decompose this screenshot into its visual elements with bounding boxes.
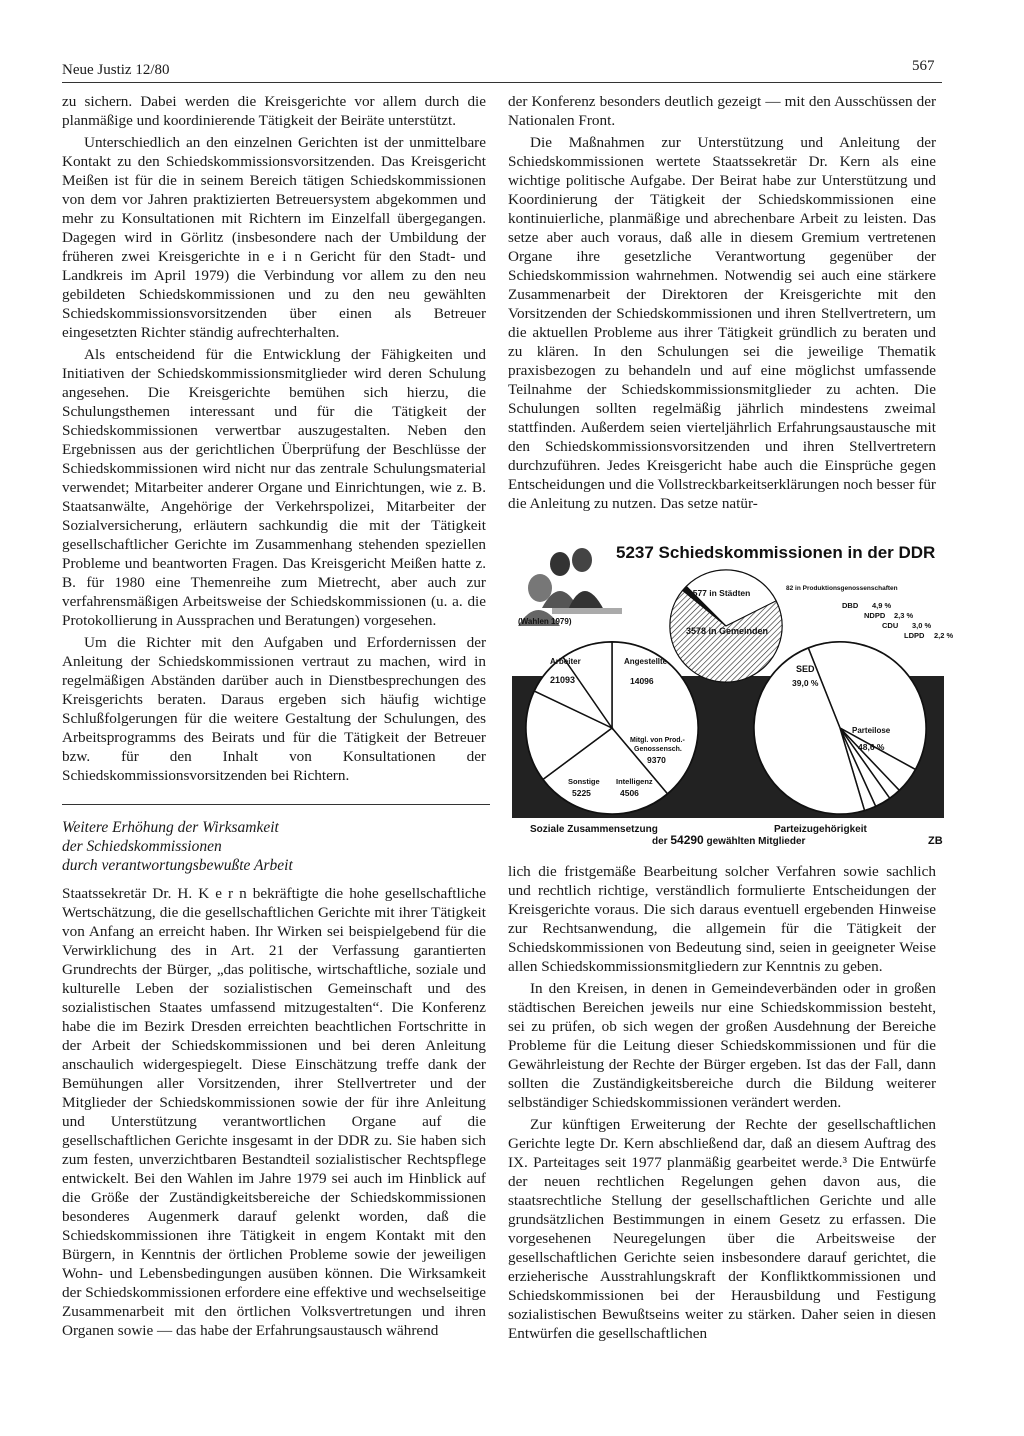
right-column	[508, 92, 936, 513]
party-label: LDPD	[904, 631, 925, 640]
party-value: 48,6 %	[858, 742, 885, 752]
paragraph: der Konferenz besonders deutlich gezeigt — mit den Ausschüssen der Nationalen Front.	[508, 93, 936, 129]
paragraph: zu sichern. Dabei werden die Kreisgerichte vor allem durch die planmäßige und koordinierende Tätigkeit der Beiräte unterstützt.	[62, 93, 486, 129]
party-label: NDPD	[864, 611, 886, 620]
communities-label: 1577 in Städten	[688, 588, 751, 598]
chart-title: 5237 Schiedskommissionen in der DDR	[616, 543, 936, 562]
subheading-line: durch verantwortungsbewußte Arbeit	[62, 857, 293, 874]
subheading-line: Weitere Erhöhung der Wirksamkeit	[62, 819, 279, 836]
journal-title: Neue Justiz 12/80	[62, 62, 170, 78]
social-label: Sonstige	[568, 777, 600, 786]
social-value: 21093	[550, 675, 576, 685]
chart-caption-members	[652, 833, 806, 847]
party-label: SED	[796, 664, 815, 674]
social-label: Angestellte	[624, 657, 668, 666]
members-total: 54290	[670, 833, 704, 847]
party-value: 4,9 %	[872, 601, 892, 610]
subheading-line: der Schiedskommissionen	[62, 838, 222, 855]
chart-caption-social: Soziale Zusammensetzung	[530, 824, 658, 835]
paragraph: Unterschiedlich an den einzelnen Gerichten ist der unmittelbare Kontakt zu den Schiedskommissionsvorsitzenden. Das Kreisgericht Meißen ist für die in seinem Bereich tätigen Schiedskommissionen von dem vor Jahren praktizierten Betreuersystem abgekommen und mehr zu Konsultationen mit Richtern im Einzelfall übergegangen. Dagegen wird in Görlitz (insbesondere nach der Umbildung der früheren zwei Kreisgerichte in e i n Gericht für den Stadt- und Landkreis im April 1979) die Verbindung vor allem zu den neu gebildeten Schiedskommissionen und zu den neu gewählten Schiedskommissionsvorsitzenden über einen als Betreuer eingesetzten Richter ständig aufrechterhalten.	[62, 134, 486, 341]
party-label: CDU	[882, 621, 899, 630]
party-value: 2,2 %	[934, 631, 954, 640]
communities-label: 82 in Produktionsgenossenschaften	[786, 585, 898, 592]
paragraph: In den Kreisen, in denen in Gemeindeverbänden oder in großen städtischen Bereichen jeweils nur eine Schiedskommission besteht, sei zu prüfen, ob sich wegen der großen Ausdehnung der Bereiche Probleme für die Leitung dieser Schiedskommissionen und für die Gewährleistung der Rechte der Bürger ergeben. Ist das der Fall, dann sollten die Zuständigkeitsbereiche durch die Bildung weiterer selbständiger Schiedskommissionen verändert werden.	[508, 980, 936, 1111]
corner-mark: ZB	[928, 835, 943, 847]
communities-label: 3578 in Gemeinden	[686, 626, 769, 636]
social-label: Mitgl. von Prod.-	[630, 737, 685, 744]
left-column	[62, 92, 486, 785]
social-value: 5225	[572, 788, 591, 798]
section-rule	[62, 804, 490, 805]
paragraph: lich die fristgemäße Bearbeitung solcher Verfahren sowie sachlich und rechtlich richtige, verständlich formulierte Entscheidungen der Kreisgerichte voraus. Die sich daraus eventuell ergebenden Hinweise zur Rechtsanwendung, die allgemein für die Tätigkeit der Schiedskommissionen von Bedeutung sind, seien in geeigneter Weise allen Schiedskommissionsmitgliedern zur Kenntnis zu geben.	[508, 863, 936, 975]
social-label: Genossensch.	[634, 746, 682, 753]
page-number: 567	[912, 58, 935, 74]
paragraph: Als entscheidend für die Entwicklung der Fähigkeiten und Initiativen der Schiedskommissionsmitglieder wird deren Schulung angesehen. Die Kreisgerichte bemühen sich hierzu, die Schulungsthemen interessant und für die Tätigkeit der Schiedskommissionen verwertbar auszugestalten. Neben den Ergebnissen aus der gerichtlichen Überprüfung der Beschlüsse der Schiedskommissionen wird nicht nur das zentrale Schulungsmaterial verwendet; Mitarbeiter anderer Organe und Einrichtungen, wie z. B. Staatsanwälte, Angehörige der Verkehrspolizei, Mitarbeiter der Sozialversicherung, erläutern sachkundig die mit der Tätigkeit gesellschaftlicher Gerichte im Zusammenhang stehenden speziellen Probleme und beantworten Fragen. Das Kreisgericht Meißen hatte z. B. für 1980 eine Themenreihe zum Mietrecht, aber auch zur verfahrensmäßigen Arbeitsweise der Schiedskommissionen (u. a. die Protokollierung in Aussprachen und Beratungen) vorgesehen.	[62, 346, 486, 629]
party-label: DBD	[842, 601, 859, 610]
caption-part: gewählten Mitglieder	[703, 836, 806, 847]
photo-illustration	[516, 544, 624, 626]
paragraph: Zur künftigen Erweiterung der Rechte der gesellschaftlichen Gerichte legte Dr. Kern abschließend dar, daß an diesem Auftrag des IX. Parteitages seit 1977 planmäßig gearbeitet werde.³ Die Entwürfe der neuen rechtlichen Regelungen gehen davon aus, die staatsrechtliche Stellung der gesellschaftlichen Gerichte und alle grundsätzlichen Bestimmungen in einem Gesetz zu erfassen. Die vorgesehenen Neuregelungen über die Arbeitsweise der gesellschaftlichen Gerichte seien insbesondere darauf gerichtet, die erzieherische Ausstrahlungskraft der Konfliktkommissionen und Schiedskommissionen bei der Herausbildung und Festigung sozialistischen Bewußtseins weiter zu stärken. Daher seien in diesen Entwürfen die gesellschaftlichen	[508, 1116, 936, 1342]
party-value: 39,0 %	[792, 678, 819, 688]
left-column-continued	[62, 884, 486, 1340]
photo-caption: (Wahlen 1979)	[518, 617, 572, 626]
paragraph: Staatssekretär Dr. H. K e r n bekräftigte die hohe gesellschaftliche Wertschätzung, die die gesellschaftlichen Gerichte mit ihrer Tätigkeit von Anfang an erreicht haben. Ihr Wirken sei beispielgebend für die Verwirklichung des in Art. 21 der Verfassung garantierten Grundrechts der Bürger, „das politische, wirtschaftliche, soziale und kulturelle Leben der sozialistischen Gemeinschaft und des sozialistischen Staates umfassend mitzugestalten“. Die Konferenz habe die im Bezirk Dresden erreichten beachtlichen Fortschritte in der Arbeit der Schiedskommissionen und bei deren Anleitung anschaulich widergespiegelt. Diese Einschätzung treffe dank der Bemühungen aller Vorsitzenden, ihrer Stellvertreter und der Mitglieder der Schiedskommissionen sowie der für ihre Anleitung und Unterstützung verantwortlichen Organe auf die gesellschaftlichen Gerichte insgesamt in der DDR zu. Sie haben sich zum festen, unverzichtbaren Bestandteil sozialistischer Rechtspflege entwickelt. Bei den Wahlen im Jahre 1979 sei auch im Hinblick auf die Größe der Zuständigkeitsbereiche der Schiedskommissionen besonderes Augenmerk darauf gelenkt worden, daß die Schiedskommissionen ihre Tätigkeit in engem Kontakt mit den Bürgern, in Kenntnis der örtlichen Probleme sowie der jeweiligen Wohn- und Lebensbedingungen ausüben können. Die Wirksamkeit der Schiedskommissionen erfordere eine effektive und wechselseitige Zusammenarbeit mit den örtlichen Volksvertretungen und ihren Organen sowie — das habe der Erfahrungsaustausch während	[62, 885, 486, 1339]
header-rule	[62, 82, 942, 83]
section-subheading	[62, 818, 486, 875]
party-value: 2,3 %	[894, 611, 914, 620]
paragraph: Die Maßnahmen zur Unterstützung und Anleitung der Schiedskommissionen wertete Staatssekretär Dr. Kern als eine wichtige politische Aufgabe. Der Beirat habe zur Unterstützung und Koordinierung der Tätigkeit der Schiedskommissionen eine kontinuierliche, planmäßige und abrechenbare Arbeit zu leisten. Das setze aber auch voraus, daß alle in diesem Gremium vertretenen Organe ihre gesetzliche Verantwortung gegenüber der Schiedskommission wahrnehmen. Notwendig sei auch eine stärkere Zusammenarbeit der Direktoren der Kreisgerichte mit den Vorsitzenden der Schiedskommissionen und ihren Stellvertretern, um die aktuellen Probleme aus ihrer Tätigkeit gründlich zu beraten und zu klären. In den Schulungen sei die jeweilige Thematik praxisbezogen zu behandeln und auf eine möglichst umfassende Teilnahme der Schiedskommissionsmitglieder zu achten. Die Schulungen sollten regelmäßig jährlich mindestens zweimal stattfinden. Außerdem seien vierteljährlich Erfahrungsaustausche mit den Schiedskommissionsvorsitzenden und ihren Stellvertretern durchzuführen. Jedes Kreisgericht habe auch die Einsprüche gegen Entscheidungen und die Vollstreckbarkeitserklärungen noch besser für die Anleitung zu nutzen. Das setze natür-	[508, 134, 936, 512]
right-column-continued	[508, 862, 936, 1343]
statistics-chart	[512, 538, 954, 850]
social-value: 4506	[620, 788, 639, 798]
social-value: 9370	[647, 755, 666, 765]
social-label: Arbeiter	[550, 657, 581, 666]
party-label: Parteilose	[852, 726, 891, 735]
caption-part: der	[652, 836, 671, 847]
social-value: 14096	[630, 676, 654, 686]
party-value: 3,0 %	[912, 621, 932, 630]
social-label: Intelligenz	[616, 777, 653, 786]
chart-caption-party: Parteizugehörigkeit	[774, 824, 867, 835]
paragraph: Um die Richter mit den Aufgaben und Erfordernissen der Anleitung der Schiedskommissionen vertraut zu machen, wird in regelmäßigen Abständen darüber auch in Dienstbesprechungen des Kreisgerichts beraten. Daraus ergeben sich häufig wichtige Schlußfolgerungen für die weitere Gestaltung der Schulungen, des Arbeitsprogramms des Beirats und für die Tätigkeit der Betreuer bzw. für den Inhalt von Konsultationen der Schiedskommissionsvorsitzenden bei Richtern.	[62, 634, 486, 784]
